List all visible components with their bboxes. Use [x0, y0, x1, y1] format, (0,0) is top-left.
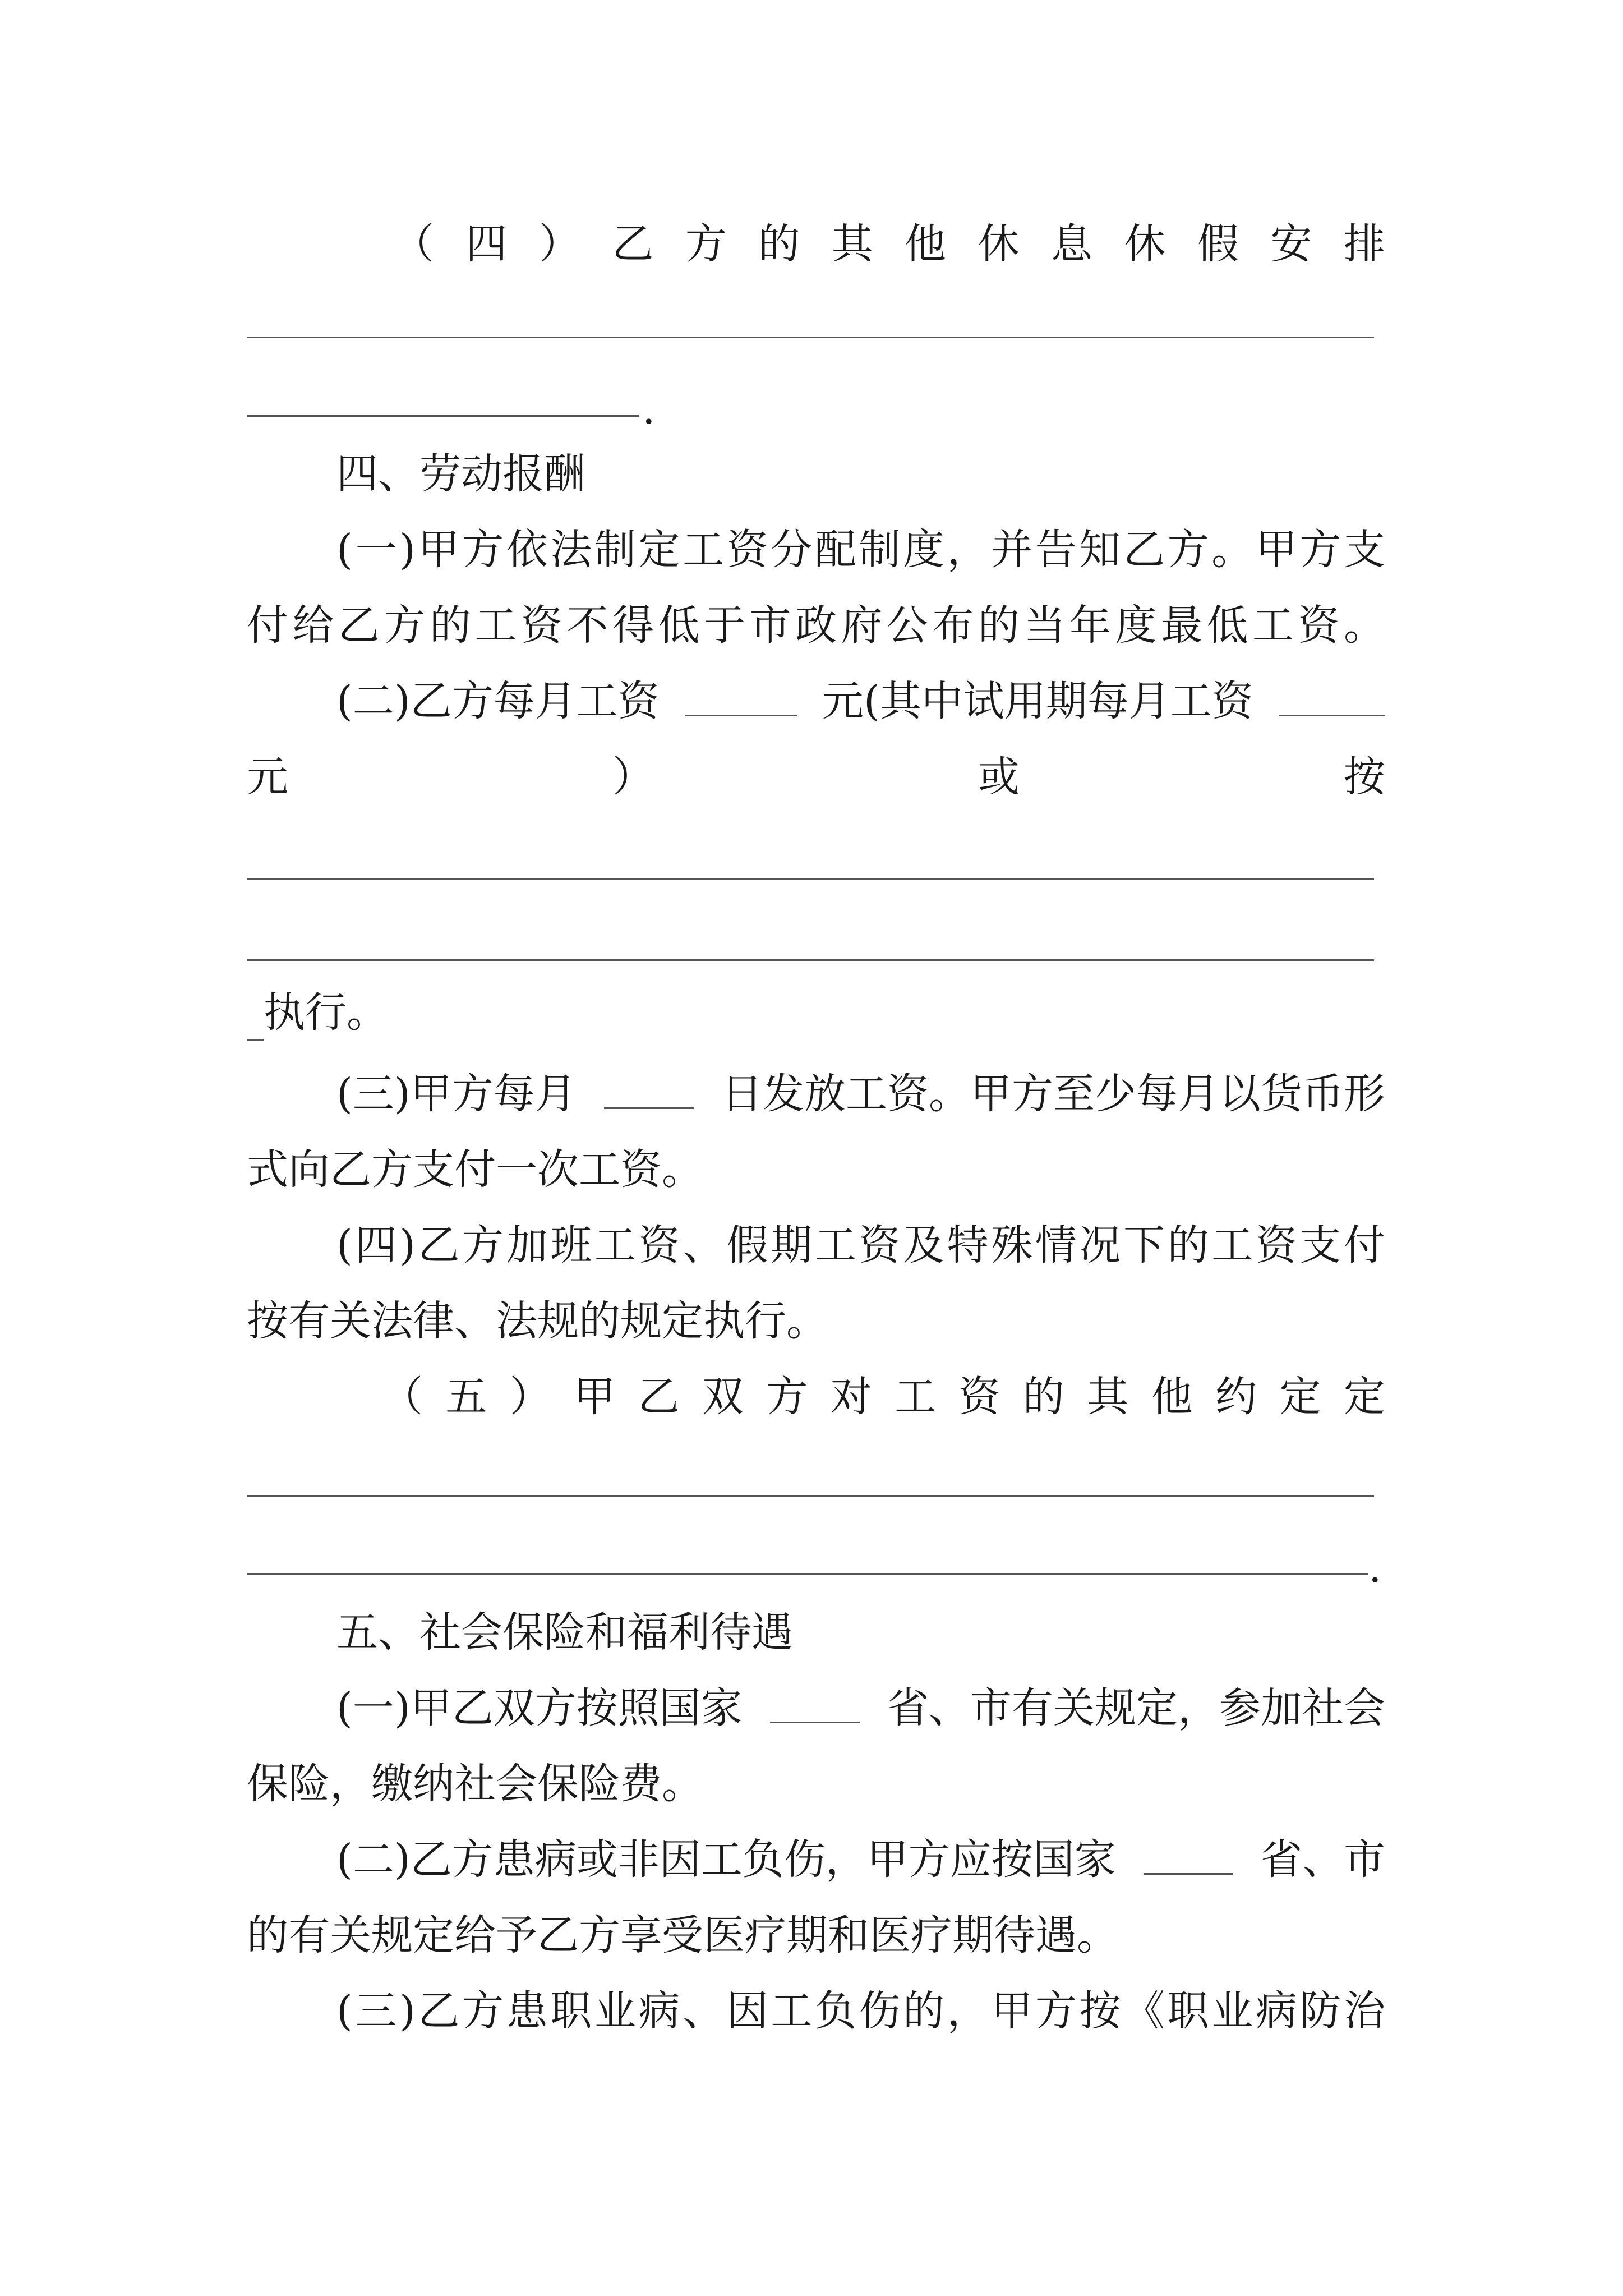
char: 的: [903, 1987, 945, 2035]
char: 最: [1161, 601, 1202, 650]
char: 甲: [418, 526, 460, 574]
char: 四: [465, 220, 508, 268]
char: 情: [1035, 1221, 1077, 1269]
char: 患: [506, 1987, 548, 2035]
char: 班: [550, 1221, 592, 1269]
char: ，: [947, 526, 989, 574]
char: 方: [462, 1987, 504, 2035]
char: 病: [638, 1987, 680, 2035]
char: 给: [292, 601, 334, 650]
char: 配: [814, 526, 856, 574]
char: 期: [771, 1221, 813, 1269]
clause-4-2-line1: (二)乙方每月工资 元(其中试用期每月工资: [336, 673, 1385, 729]
char: 当: [1023, 601, 1066, 650]
char: 并: [991, 526, 1033, 574]
fill-in-line[interactable]: [247, 878, 1374, 880]
char: 方: [685, 220, 727, 268]
clause-4-4-line2: 按有关法律、法规的规定执行。: [247, 1297, 828, 1345]
char: 资: [1298, 601, 1340, 650]
char: 假: [1197, 220, 1239, 268]
char: 防: [1299, 1987, 1341, 2035]
char: 资: [726, 526, 768, 574]
char: 其: [1087, 1373, 1129, 1421]
char: 方: [384, 601, 426, 650]
char: 下: [1123, 1221, 1165, 1269]
char: 布: [932, 601, 974, 650]
char: 分: [771, 526, 813, 574]
clause-5-2-line1: (二)乙方患病或非因工负伤，甲方应按国家 省、市: [336, 1832, 1385, 1888]
char: 伤: [859, 1987, 901, 2035]
char: 他: [1151, 1373, 1193, 1421]
char: 低: [658, 601, 700, 650]
char: （: [393, 220, 434, 268]
char: 双: [702, 1373, 744, 1421]
char: 甲: [991, 1987, 1033, 2035]
char: ): [399, 1221, 416, 1269]
char: 乙: [418, 1221, 460, 1269]
char: 资: [958, 1373, 1000, 1421]
char: 对: [830, 1373, 872, 1421]
clause-4-1-line1: [336, 522, 1385, 578]
char: 安: [1270, 220, 1312, 268]
char: 度: [1115, 601, 1157, 650]
fill-in-line[interactable]: [247, 415, 639, 417]
clause-5-2-line2: 的有关规定给予乙方享受医疗期和医疗期待遇。: [247, 1911, 1118, 1959]
char: (: [336, 526, 353, 574]
char: 工: [1211, 1221, 1253, 1269]
fill-in-line[interactable]: [247, 959, 1374, 961]
char: 资: [1255, 1221, 1297, 1269]
char: 休: [1124, 220, 1166, 268]
char: 甲: [574, 1373, 616, 1421]
char: 定: [1343, 1373, 1385, 1421]
char: 殊: [991, 1221, 1033, 1269]
char: 的: [978, 601, 1020, 650]
char: 职: [1167, 1987, 1209, 2035]
section-5-title: 五、社会保险和福利待遇: [336, 1608, 793, 1657]
char: 及: [903, 1221, 945, 1269]
char: 按: [1079, 1987, 1121, 2035]
char: 定: [1279, 1373, 1321, 1421]
char: 况: [1079, 1221, 1121, 1269]
char: 的: [1167, 1221, 1209, 1269]
char: 工: [475, 601, 517, 650]
char: 资: [521, 601, 562, 650]
char: 制: [859, 526, 901, 574]
char: 乙: [338, 601, 380, 650]
char: (: [336, 1221, 353, 1269]
probation-wage-blank[interactable]: [1279, 673, 1385, 716]
char: 业: [594, 1987, 636, 2035]
clause-4-2-line2: 元 ） 或 按: [247, 753, 1385, 801]
char: 的: [758, 220, 800, 268]
char: 息: [1051, 220, 1093, 268]
pay-day-blank[interactable]: [604, 1066, 694, 1109]
char: 工: [594, 1221, 636, 1269]
char: 假: [726, 1221, 768, 1269]
char: 方: [462, 526, 504, 574]
char: 其: [831, 220, 873, 268]
char: 治: [1344, 1987, 1385, 2035]
char: 得: [612, 601, 654, 650]
fill-in-line[interactable]: [247, 1495, 1374, 1497]
char: 工: [1252, 601, 1294, 650]
char: 工: [895, 1373, 937, 1421]
char: 方: [766, 1373, 808, 1421]
char: 方: [1035, 1987, 1077, 2035]
clause-5-1-line2: 保险，缴纳社会保险费。: [247, 1760, 703, 1808]
char: 加: [506, 1221, 548, 1269]
fill-in-line[interactable]: [247, 997, 264, 1041]
char: 、: [683, 1987, 725, 2035]
char: 工: [771, 1987, 813, 2035]
char: 工: [683, 526, 725, 574]
char: 的: [430, 601, 471, 650]
char: 年: [1069, 601, 1111, 650]
char: 特: [947, 1221, 989, 1269]
fill-in-line[interactable]: [247, 337, 1374, 338]
char: 度: [903, 526, 945, 574]
char: 的: [1022, 1373, 1064, 1421]
province-blank[interactable]: [770, 1680, 860, 1723]
char: 甲: [1255, 526, 1297, 574]
char: 三: [355, 1987, 397, 2035]
clause-5-1-line1: (一)甲乙双方按照国家 省、市有关规定，参加社会: [336, 1680, 1385, 1736]
char: 不: [566, 601, 608, 650]
char: 政: [795, 601, 837, 650]
char: 支: [1299, 1221, 1341, 1269]
char: ，: [947, 1987, 989, 2035]
char: (: [336, 1987, 353, 2035]
char: 一: [355, 526, 397, 574]
clause-4-3-line2: 式向乙方支付一次工资。: [247, 1145, 703, 1194]
clause-4-1-line2: [247, 597, 1385, 654]
char: 因: [726, 1987, 768, 2035]
fill-in-line[interactable]: [247, 1573, 1368, 1575]
clause-4-5-heading: [381, 1369, 1385, 1425]
char: 他: [905, 220, 947, 268]
province-blank[interactable]: [1144, 1832, 1233, 1875]
char: 。: [1211, 526, 1253, 574]
char: 于: [704, 601, 745, 650]
char: 。: [1344, 601, 1385, 650]
clause-4-3-line1: (三)甲方每月 日发放工资。甲方至少每月以货币形: [336, 1066, 1385, 1122]
char: 资: [638, 1221, 680, 1269]
char: 方: [462, 1221, 504, 1269]
clause-5-3-line1: [336, 1983, 1385, 2039]
char: 五: [445, 1373, 487, 1421]
char: 乙: [638, 1373, 680, 1421]
char: 付: [247, 601, 288, 650]
line-end-dot: .: [1368, 1544, 1382, 1592]
char: 乙: [418, 1987, 460, 2035]
char: （: [381, 1373, 423, 1421]
char: ): [399, 526, 416, 574]
char: 乙: [612, 220, 654, 268]
char: ）: [509, 1373, 551, 1421]
char: 方: [1299, 526, 1341, 574]
char: 休: [978, 220, 1020, 268]
char: ): [399, 1987, 416, 2035]
monthly-wage-blank[interactable]: [685, 673, 797, 716]
char: 资: [859, 1221, 901, 1269]
char: 告: [1035, 526, 1077, 574]
line-end-dot: .: [642, 385, 656, 434]
clause-4-4-line1: [336, 1217, 1385, 1273]
char: 业: [1211, 1987, 1253, 2035]
char: 知: [1079, 526, 1121, 574]
char: 、: [683, 1221, 725, 1269]
char: ）: [538, 220, 580, 268]
char: 低: [1206, 601, 1248, 650]
char: 法: [550, 526, 592, 574]
char: 《: [1123, 1987, 1165, 2035]
char: 四: [355, 1221, 397, 1269]
char: 市: [749, 601, 791, 650]
clause-4-2-end: 执行。: [247, 984, 1385, 1041]
char: 依: [506, 526, 548, 574]
char: 工: [814, 1221, 856, 1269]
char: 制: [594, 526, 636, 574]
char: 约: [1215, 1373, 1257, 1421]
char: 职: [550, 1987, 592, 2035]
char: 方: [1167, 526, 1209, 574]
char: 府: [841, 601, 883, 650]
clause-4-rest-heading: [393, 216, 1385, 272]
char: 付: [1344, 1221, 1385, 1269]
char: 公: [887, 601, 928, 650]
char: 定: [638, 526, 680, 574]
section-4-title: 四、劳动报酬: [336, 450, 585, 498]
char: 负: [814, 1987, 856, 2035]
char: 病: [1255, 1987, 1297, 2035]
char: 支: [1344, 526, 1385, 574]
char: 排: [1343, 220, 1385, 268]
char: 乙: [1123, 526, 1165, 574]
